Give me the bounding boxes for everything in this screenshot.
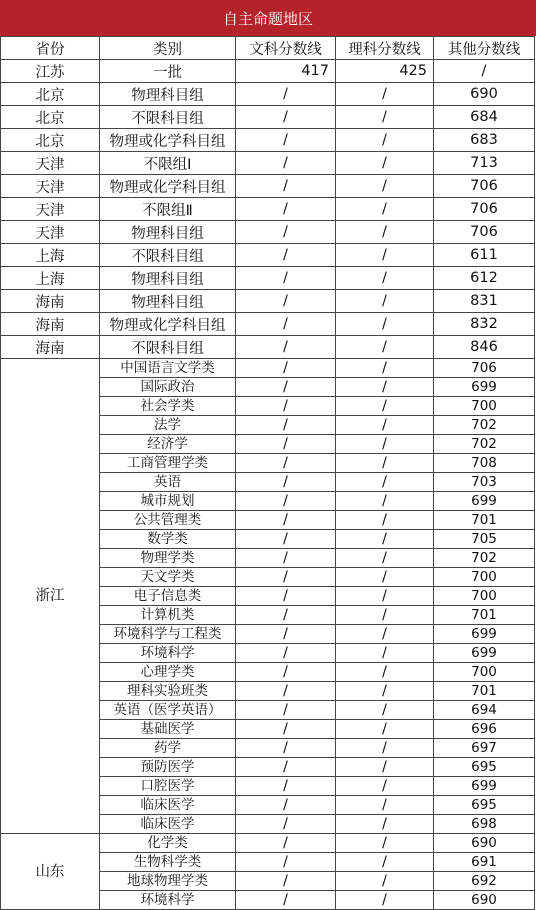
li-score-cell: / [336,777,434,796]
category-cell: 心理学类 [100,663,236,682]
table-body [1,60,535,910]
wen-score-cell: / [236,175,336,198]
li-score-cell: / [336,853,434,872]
other-score-cell: 702 [434,416,535,435]
li-score-cell: / [336,378,434,397]
category-cell: 不限科目组 [100,336,236,359]
other-score-cell: 611 [434,244,535,267]
li-score-cell: / [336,511,434,530]
category-cell: 临床医学 [100,796,236,815]
header-row [1,37,535,60]
wen-score-cell: / [236,511,336,530]
category-cell: 英语（医学英语） [100,701,236,720]
other-score-cell: 692 [434,872,535,891]
province-cell: 北京 [1,129,100,152]
other-score-cell: 690 [434,834,535,853]
category-cell: 天文学类 [100,568,236,587]
wen-score-cell: / [236,644,336,663]
other-score-cell: 702 [434,549,535,568]
header-other: 其他分数线 [434,37,535,60]
category-cell: 城市规划 [100,492,236,511]
li-score-cell: / [336,815,434,834]
wen-score-cell: / [236,83,336,106]
table-row [1,83,535,106]
category-cell: 地球物理学类 [100,872,236,891]
wen-score-cell: / [236,221,336,244]
wen-score-cell: / [236,606,336,625]
category-cell: 理科实验班类 [100,682,236,701]
table-row [1,175,535,198]
li-score-cell: / [336,267,434,290]
category-cell: 环境科学 [100,644,236,663]
table-row [1,336,535,359]
li-score-cell: / [336,739,434,758]
wen-score-cell: / [236,267,336,290]
province-cell: 天津 [1,175,100,198]
li-score-cell: / [336,435,434,454]
category-cell: 数学类 [100,530,236,549]
li-score-cell: / [336,359,434,378]
wen-score-cell: / [236,663,336,682]
table-row [1,290,535,313]
wen-score-cell: / [236,625,336,644]
li-score-cell: / [336,758,434,777]
other-score-cell: 700 [434,397,535,416]
other-score-cell: 690 [434,83,535,106]
category-cell: 物理学类 [100,549,236,568]
other-score-cell: 684 [434,106,535,129]
other-score-cell: 691 [434,853,535,872]
other-score-cell: 697 [434,739,535,758]
other-score-cell: 695 [434,758,535,777]
table-row [1,152,535,175]
wen-score-cell: / [236,378,336,397]
other-score-cell: 706 [434,198,535,221]
category-cell: 预防医学 [100,758,236,777]
li-score-cell: / [336,701,434,720]
table-row [1,313,535,336]
other-score-cell: 699 [434,777,535,796]
li-score-cell: / [336,682,434,701]
province-cell: 上海 [1,267,100,290]
li-score-cell: / [336,221,434,244]
category-cell: 生物科学类 [100,853,236,872]
li-score-cell: / [336,313,434,336]
other-score-cell: 706 [434,359,535,378]
other-score-cell: 695 [434,796,535,815]
category-cell: 环境科学 [100,891,236,910]
header-category: 类别 [100,37,236,60]
province-cell: 海南 [1,336,100,359]
table-row [1,60,535,83]
other-score-cell: 701 [434,682,535,701]
header-li: 理科分数线 [336,37,434,60]
wen-score-cell: / [236,682,336,701]
wen-score-cell: / [236,872,336,891]
other-score-cell: 831 [434,290,535,313]
wen-score-cell: / [236,739,336,758]
wen-score-cell: / [236,336,336,359]
category-cell: 物理或化学科目组 [100,175,236,198]
li-score-cell: / [336,152,434,175]
category-cell: 不限科目组 [100,244,236,267]
province-cell: 山东 [1,834,100,910]
category-cell: 一批 [100,60,236,83]
wen-score-cell: / [236,587,336,606]
category-cell: 物理科目组 [100,290,236,313]
other-score-cell: 706 [434,221,535,244]
province-cell: 海南 [1,313,100,336]
li-score-cell: / [336,891,434,910]
other-score-cell: / [434,60,535,83]
other-score-cell: 708 [434,454,535,473]
other-score-cell: 700 [434,663,535,682]
table-row [1,221,535,244]
wen-score-cell: / [236,891,336,910]
wen-score-cell: / [236,416,336,435]
other-score-cell: 702 [434,435,535,454]
province-cell: 天津 [1,221,100,244]
other-score-cell: 699 [434,644,535,663]
province-cell: 江苏 [1,60,100,83]
li-score-cell: / [336,290,434,313]
category-cell: 工商管理学类 [100,454,236,473]
table-row [1,834,535,853]
table-row [1,244,535,267]
li-score-cell: / [336,244,434,267]
banner-title: 自主命题地区 [222,9,313,28]
table-row [1,267,535,290]
table-row [1,359,535,378]
category-cell: 国际政治 [100,378,236,397]
li-score-cell: / [336,587,434,606]
li-score-cell: / [336,834,434,853]
table-banner [0,0,536,36]
other-score-cell: 832 [434,313,535,336]
category-cell: 化学类 [100,834,236,853]
li-score-cell: / [336,106,434,129]
category-cell: 不限科目组 [100,106,236,129]
other-score-cell: 696 [434,720,535,739]
category-cell: 电子信息类 [100,587,236,606]
wen-score-cell: / [236,473,336,492]
category-cell: 不限组Ⅰ [100,152,236,175]
category-cell: 物理或化学科目组 [100,313,236,336]
other-score-cell: 699 [434,625,535,644]
li-score-cell: / [336,720,434,739]
wen-score-cell: / [236,549,336,568]
li-score-cell: / [336,530,434,549]
category-cell: 临床医学 [100,815,236,834]
wen-score-cell: / [236,834,336,853]
other-score-cell: 703 [434,473,535,492]
other-score-cell: 699 [434,492,535,511]
li-score-cell: / [336,625,434,644]
header-wen: 文科分数线 [236,37,336,60]
province-cell: 北京 [1,106,100,129]
wen-score-cell: / [236,106,336,129]
li-score-cell: / [336,644,434,663]
other-score-cell: 683 [434,129,535,152]
table-row [1,198,535,221]
score-table [0,36,535,910]
province-cell: 北京 [1,83,100,106]
province-cell: 浙江 [1,359,100,834]
wen-score-cell: / [236,568,336,587]
other-score-cell: 701 [434,606,535,625]
wen-score-cell: / [236,290,336,313]
other-score-cell: 694 [434,701,535,720]
category-cell: 药学 [100,739,236,758]
table-row [1,129,535,152]
wen-score-cell: / [236,198,336,221]
li-score-cell: / [336,397,434,416]
wen-score-cell: / [236,492,336,511]
li-score-cell: / [336,492,434,511]
li-score-cell: / [336,796,434,815]
wen-score-cell: / [236,435,336,454]
other-score-cell: 698 [434,815,535,834]
other-score-cell: 713 [434,152,535,175]
wen-score-cell: / [236,397,336,416]
other-score-cell: 706 [434,175,535,198]
wen-score-cell: / [236,701,336,720]
li-score-cell: / [336,83,434,106]
li-score-cell: / [336,198,434,221]
li-score-cell: / [336,454,434,473]
category-cell: 不限组Ⅱ [100,198,236,221]
header-province: 省份 [1,37,100,60]
table-row [1,106,535,129]
other-score-cell: 690 [434,891,535,910]
wen-score-cell: / [236,359,336,378]
category-cell: 中国语言文学类 [100,359,236,378]
li-score-cell: / [336,549,434,568]
wen-score-cell: 417 [236,60,336,83]
category-cell: 基础医学 [100,720,236,739]
li-score-cell: / [336,473,434,492]
li-score-cell: / [336,336,434,359]
li-score-cell: / [336,129,434,152]
li-score-cell: 425 [336,60,434,83]
category-cell: 口腔医学 [100,777,236,796]
category-cell: 物理科目组 [100,83,236,106]
category-cell: 公共管理类 [100,511,236,530]
category-cell: 计算机类 [100,606,236,625]
wen-score-cell: / [236,313,336,336]
wen-score-cell: / [236,244,336,267]
li-score-cell: / [336,872,434,891]
other-score-cell: 699 [434,378,535,397]
li-score-cell: / [336,663,434,682]
category-cell: 经济学 [100,435,236,454]
wen-score-cell: / [236,152,336,175]
wen-score-cell: / [236,796,336,815]
category-cell: 英语 [100,473,236,492]
li-score-cell: / [336,568,434,587]
category-cell: 物理科目组 [100,267,236,290]
wen-score-cell: / [236,815,336,834]
other-score-cell: 701 [434,511,535,530]
wen-score-cell: / [236,758,336,777]
li-score-cell: / [336,606,434,625]
province-cell: 天津 [1,198,100,221]
province-cell: 海南 [1,290,100,313]
wen-score-cell: / [236,530,336,549]
wen-score-cell: / [236,129,336,152]
other-score-cell: 612 [434,267,535,290]
wen-score-cell: / [236,720,336,739]
wen-score-cell: / [236,853,336,872]
province-cell: 上海 [1,244,100,267]
other-score-cell: 700 [434,587,535,606]
li-score-cell: / [336,175,434,198]
other-score-cell: 846 [434,336,535,359]
other-score-cell: 705 [434,530,535,549]
wen-score-cell: / [236,454,336,473]
other-score-cell: 700 [434,568,535,587]
category-cell: 物理科目组 [100,221,236,244]
li-score-cell: / [336,416,434,435]
wen-score-cell: / [236,777,336,796]
category-cell: 法学 [100,416,236,435]
province-cell: 天津 [1,152,100,175]
category-cell: 环境科学与工程类 [100,625,236,644]
category-cell: 社会学类 [100,397,236,416]
category-cell: 物理或化学科目组 [100,129,236,152]
